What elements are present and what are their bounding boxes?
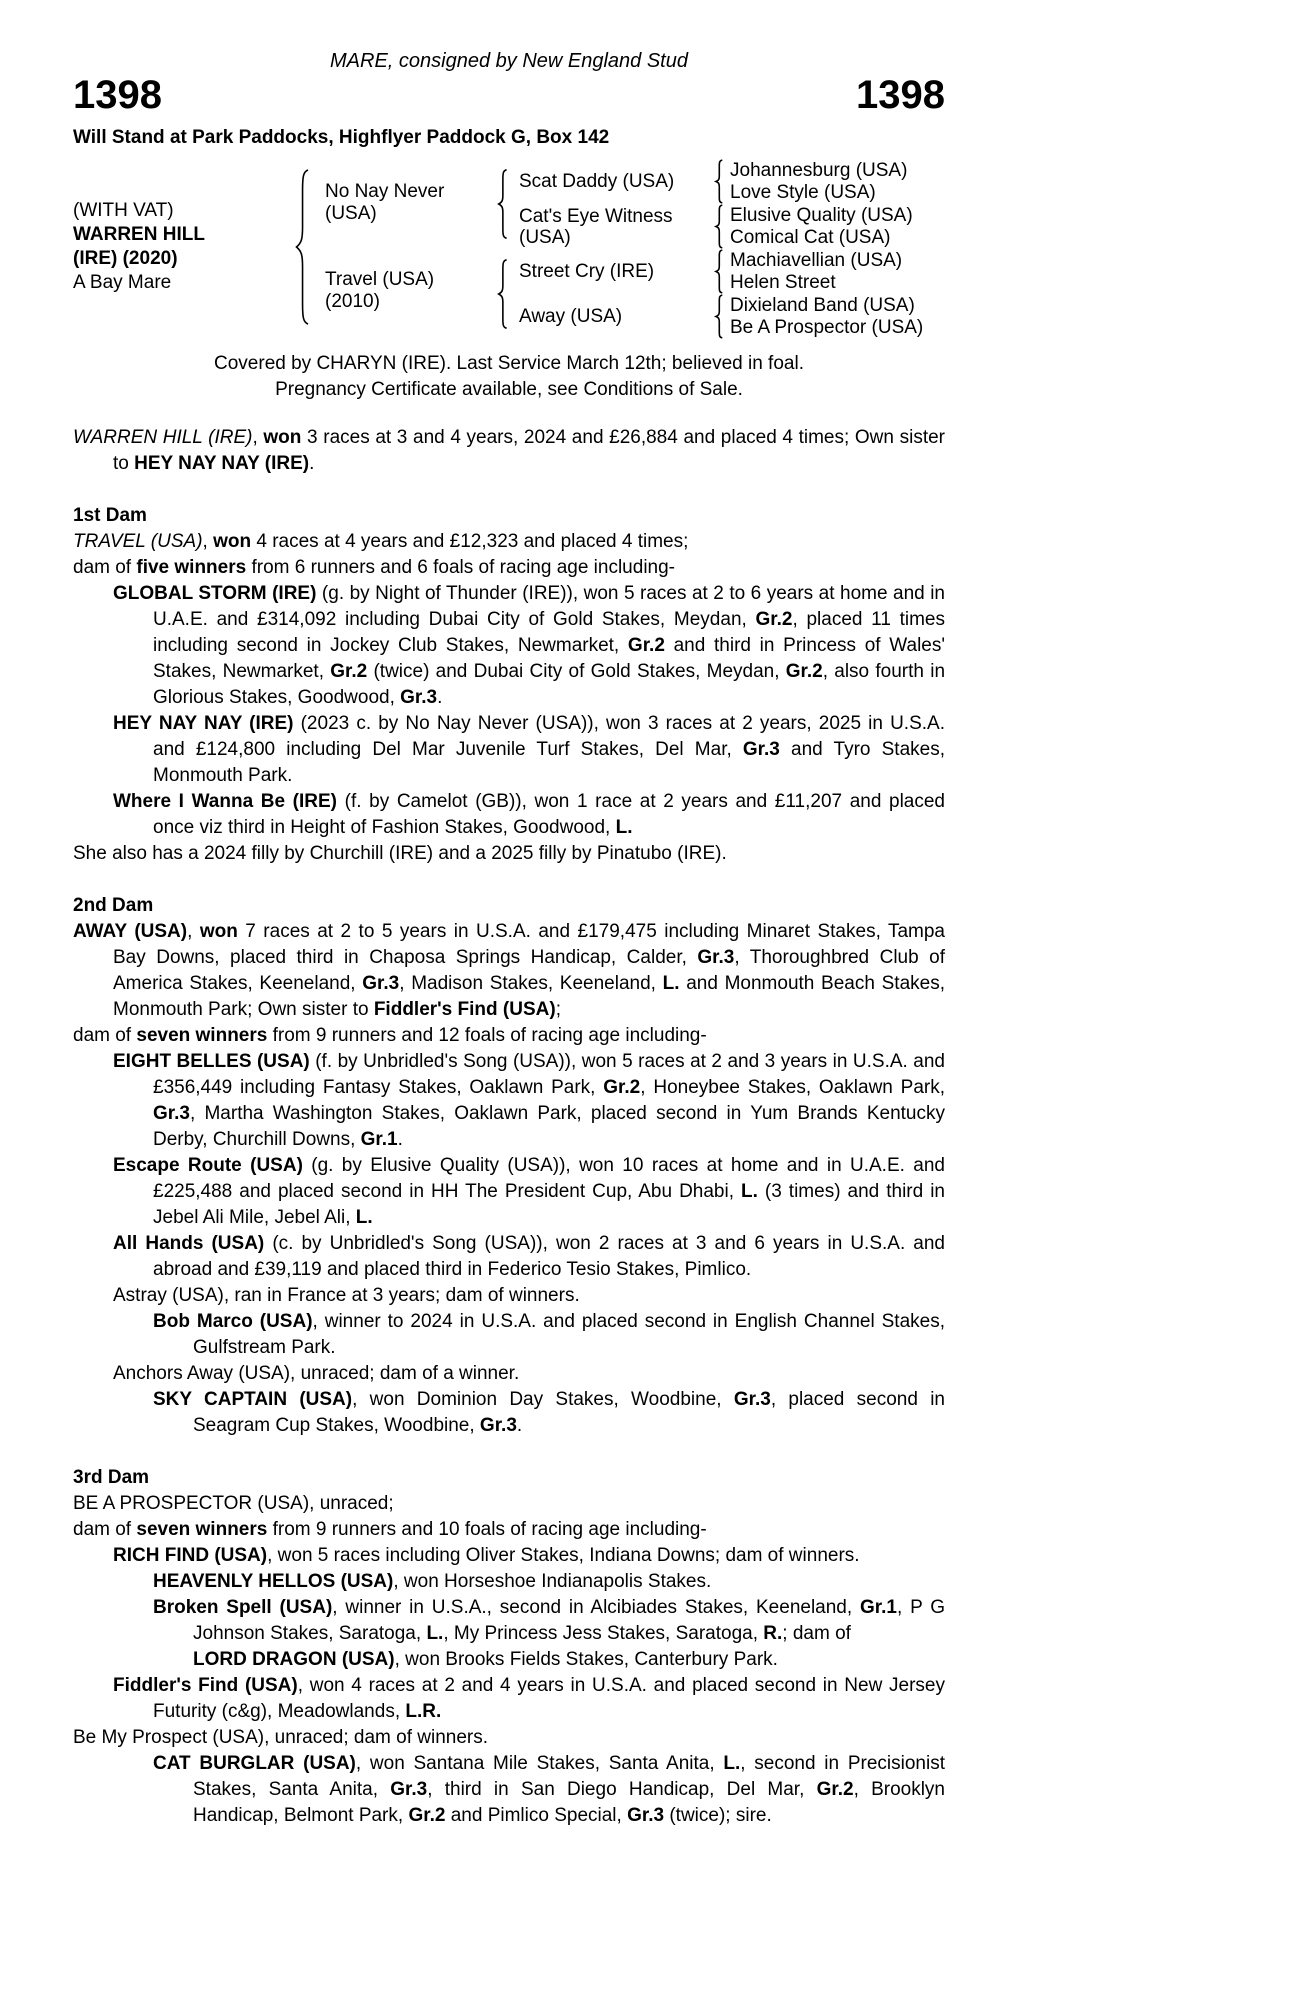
dam-side xyxy=(495,249,945,339)
subject-horse-block xyxy=(73,199,291,295)
ancestor-name: Johannesburg (USA) xyxy=(730,159,908,181)
pedigree-paragraph: Astray (USA), ran in France at 3 years; dam of winners. xyxy=(113,1285,580,1306)
pedigree-paragraph: Be My Prospect (USA), unraced; dam of winners. xyxy=(73,1727,488,1748)
gen3-pair xyxy=(713,204,945,249)
pedigree-paragraph: dam of five winners from 6 runners and 6 foals of racing age including- xyxy=(73,557,676,578)
brace-icon xyxy=(495,168,510,240)
pedigree-paragraph: AWAY (USA), won 7 races at 2 to 5 years in U.S.A. and £179,475 including Minaret Stakes, Tampa Bay Downs, placed third in Chaposa Springs Handicap, Calder, Gr.3, Thoroughbred Club of America Stakes, Keeneland, Gr.3, Madison Stakes, Keeneland, L. and Monmouth Beach Stakes, Monmouth Park; Own sister to Fiddler's Find (USA); xyxy=(73,921,945,1020)
subject-horse-description: A Bay Mare xyxy=(73,272,172,293)
consignor-line: MARE, consigned by New England Stud xyxy=(330,50,688,72)
ancestor-name: Away (USA) xyxy=(519,306,623,327)
gen3-column xyxy=(713,159,945,249)
pedigree-paragraph: All Hands (USA) (c. by Unbridled's Song (USA)), won 2 races at 3 and 6 years in U.S.A. and abroad and £39,119 and placed third in Federico Tesio Stakes, Pimlico. xyxy=(113,1233,945,1280)
lot-number-right: 1398 xyxy=(856,73,945,117)
pedigree-paragraph: She also has a 2024 filly by Churchill (IRE) and a 2025 filly by Pinatubo (IRE). xyxy=(73,843,727,864)
ancestor-name: Comical Cat (USA) xyxy=(730,226,891,248)
ancestor-name: Street Cry (IRE) xyxy=(519,261,655,282)
dam-cell xyxy=(313,247,495,335)
pedigree-paragraph: SKY CAPTAIN (USA), won Dominion Day Stakes, Woodbine, Gr.3, placed second in Seagram Cup Stakes, Woodbine, Gr.3. xyxy=(153,1389,945,1436)
covering-line-2: Pregnancy Certificate available, see Conditions of Sale. xyxy=(275,379,743,400)
pedigree-paragraph: HEY NAY NAY (IRE) (2023 c. by No Nay Never (USA)), won 3 races at 2 years, 2025 in U.S.A. and £124,800 including Del Mar Juvenile Turf Stakes, Del Mar, Gr.3 and Tyro Stakes, Monmouth Park. xyxy=(113,713,946,786)
ancestor-name: Cat's Eye Witness (USA) xyxy=(519,205,673,248)
subject-horse-suffix: (IRE) (2020) xyxy=(73,248,178,269)
gen1-brace xyxy=(291,159,313,335)
ancestor-name: Elusive Quality (USA) xyxy=(730,204,913,226)
brace-icon xyxy=(713,294,725,339)
grandsire-cell xyxy=(513,159,713,204)
gen2-brace xyxy=(495,159,513,249)
lot-number-left: 1398 xyxy=(73,73,162,117)
section-heading: 3rd Dam xyxy=(73,1467,150,1488)
pedigree-paragraph: Where I Wanna Be (IRE) (f. by Camelot (GB)), won 1 race at 2 years and £11,207 and placed once viz third in Height of Fashion Stakes, Goodwood, L. xyxy=(113,791,945,838)
gen3-pair xyxy=(713,249,945,294)
gen3-pair xyxy=(713,294,945,339)
gen2-column xyxy=(513,159,713,249)
pedigree-paragraph: Broken Spell (USA), winner in U.S.A., second in Alcibiades Stakes, Keeneland, Gr.1, P G Johnson Stakes, Saratoga, L., My Princess Jess Stakes, Saratoga, R.; dam of xyxy=(153,1597,945,1644)
ancestor-name: Helen Street xyxy=(730,271,836,293)
granddam-cell xyxy=(513,204,713,249)
brace-icon xyxy=(495,258,510,330)
vat-note: (WITH VAT) xyxy=(73,200,174,221)
ancestor-name: Scat Daddy (USA) xyxy=(519,171,675,192)
sire-cell xyxy=(313,159,495,247)
catalogue-page xyxy=(73,0,945,1829)
covering-line-1: Covered by CHARYN (IRE). Last Service March 12th; believed in foal. xyxy=(214,353,804,374)
sire-name: No Nay Never (USA) xyxy=(325,181,445,224)
section-heading: 2nd Dam xyxy=(73,895,154,916)
pedigree-paragraph: LORD DRAGON (USA), won Brooks Fields Stakes, Canterbury Park. xyxy=(193,1649,778,1670)
subject-horse-name: WARREN HILL xyxy=(73,224,205,245)
dam-name: Travel (USA) (2010) xyxy=(325,269,435,312)
lot-number-row xyxy=(73,74,945,116)
covering-details xyxy=(73,351,945,403)
sire-side xyxy=(495,159,945,249)
generation-1 xyxy=(313,159,495,335)
stand-location-line: Will Stand at Park Paddocks, Highflyer Paddock G, Box 142 xyxy=(73,127,610,148)
granddam-cell xyxy=(513,294,713,339)
pedigree-paragraph: Escape Route (USA) (g. by Elusive Quality (USA)), won 10 races at home and in U.A.E. and £225,488 and placed second in HH The President Cup, Abu Dhabi, L. (3 times) and third in Jebel Ali Mile, Jebel Ali, L. xyxy=(113,1155,945,1228)
brace-icon xyxy=(713,204,725,249)
pedigree-paragraph: HEAVENLY HELLOS (USA), won Horseshoe Indianapolis Stakes. xyxy=(153,1571,712,1592)
pedigree-paragraph: dam of seven winners from 9 runners and 12 foals of racing age including- xyxy=(73,1025,707,1046)
gen3-column xyxy=(713,249,945,339)
pedigree-paragraph: GLOBAL STORM (IRE) (g. by Night of Thunder (IRE)), won 5 races at 2 to 6 years at home and in U.A.E. and £314,092 including Dubai City of Gold Stakes, Meydan, Gr.2, placed 11 times including second in Jockey Club Stakes, Newmarket, Gr.2 and third in Princess of Wales' Stakes, Newmarket, Gr.2 (twice) and Dubai City of Gold Stakes, Meydan, Gr.2, also fourth in Glorious Stakes, Goodwood, Gr.3. xyxy=(113,583,946,708)
generations-2-3 xyxy=(495,159,945,338)
brace-icon xyxy=(713,159,725,204)
pedigree-paragraph: Bob Marco (USA), winner to 2024 in U.S.A. and placed second in English Channel Stakes, Gulfstream Park. xyxy=(153,1311,945,1358)
pedigree-paragraph: EIGHT BELLES (USA) (f. by Unbridled's Song (USA)), won 5 races at 2 and 3 years in U.S.A. and £356,449 including Fantasy Stakes, Oaklawn Park, Gr.2, Honeybee Stakes, Oaklawn Park, Gr.3, Martha Washington Stakes, Oaklawn Park, placed second in Yum Brands Kentucky Derby, Churchill Downs, Gr.1. xyxy=(113,1051,946,1150)
pedigree-paragraph: Fiddler's Find (USA), won 4 races at 2 and 4 years in U.S.A. and placed second in New Jersey Futurity (c&g), Meadowlands, L.R. xyxy=(113,1675,945,1722)
pedigree-paragraph: Anchors Away (USA), unraced; dam of a winner. xyxy=(113,1363,520,1384)
pedigree-text xyxy=(73,425,945,1829)
pedigree-paragraph: RICH FIND (USA), won 5 races including Oliver Stakes, Indiana Downs; dam of winners. xyxy=(113,1545,860,1566)
ancestor-name: Be A Prospector (USA) xyxy=(730,316,924,338)
pedigree-paragraph: dam of seven winners from 9 runners and 10 foals of racing age including- xyxy=(73,1519,707,1540)
ancestor-name: Machiavellian (USA) xyxy=(730,249,903,271)
grandsire-cell xyxy=(513,249,713,294)
brace-icon xyxy=(291,166,313,328)
section-heading: 1st Dam xyxy=(73,505,147,526)
pedigree-paragraph: WARREN HILL (IRE), won 3 races at 3 and 4 years, 2024 and £26,884 and placed 4 times; Own sister to HEY NAY NAY (IRE). xyxy=(73,427,945,474)
pedigree-paragraph: TRAVEL (USA), won 4 races at 4 years and £12,323 and placed 4 times; xyxy=(73,531,689,552)
brace-icon xyxy=(713,249,725,294)
pedigree-paragraph: CAT BURGLAR (USA), won Santana Mile Stakes, Santa Anita, L., second in Precisionist Stakes, Santa Anita, Gr.3, third in San Diego Handicap, Del Mar, Gr.2, Brooklyn Handicap, Belmont Park, Gr.2 and Pimlico Special, Gr.3 (twice); sire. xyxy=(153,1753,945,1826)
gen2-brace xyxy=(495,249,513,339)
ancestor-name: Dixieland Band (USA) xyxy=(730,294,915,316)
gen2-column xyxy=(513,249,713,339)
pedigree-table xyxy=(73,159,945,338)
pedigree-paragraph: BE A PROSPECTOR (USA), unraced; xyxy=(73,1493,394,1514)
gen3-pair xyxy=(713,159,945,204)
ancestor-name: Love Style (USA) xyxy=(730,181,876,203)
